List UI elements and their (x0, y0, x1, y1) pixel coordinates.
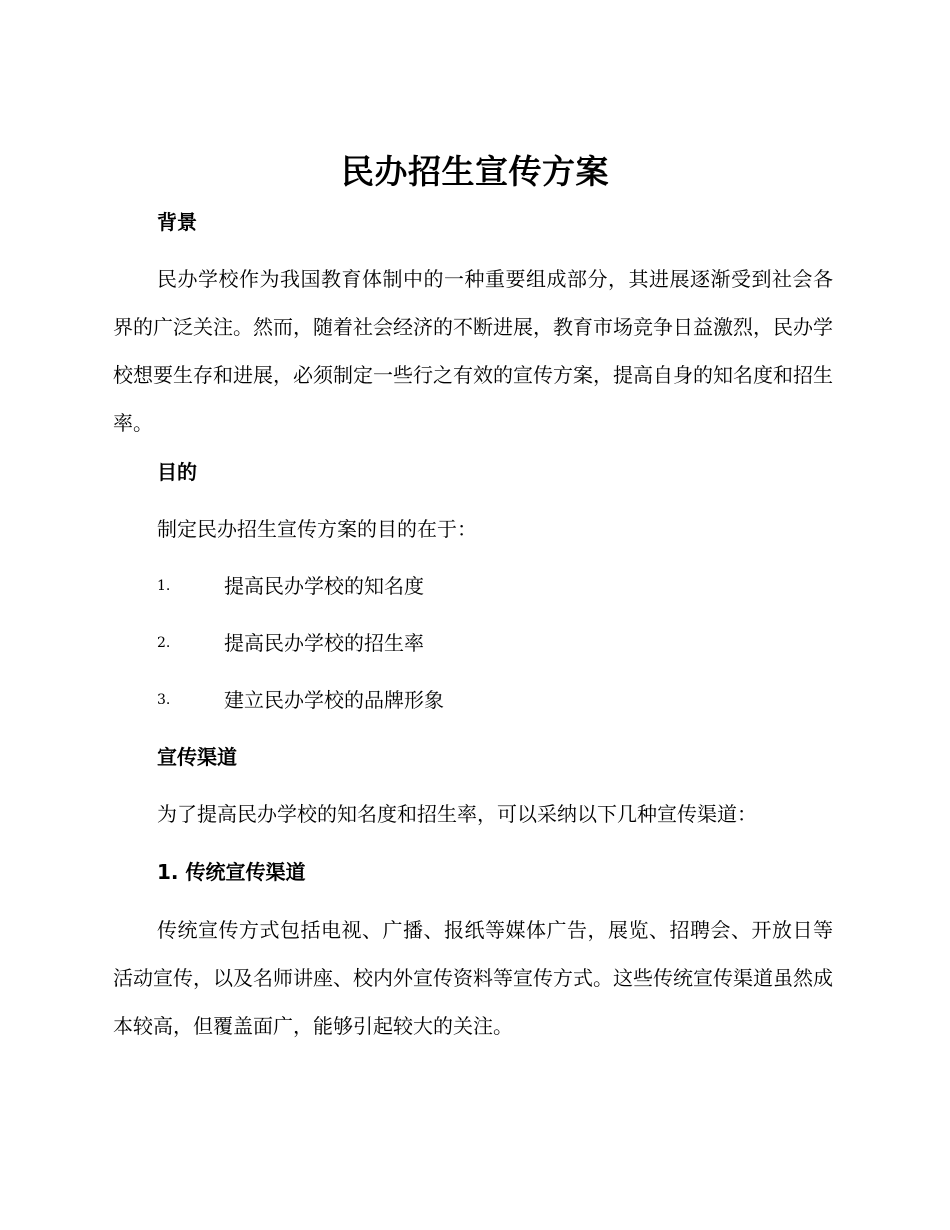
traditional-paragraph: 传统宣传方式包括电视、广播、报纸等媒体广告，展览、招聘会、开放日等活动宣传，以及名师讲座、校内外宣传资料等宣传方式。这些传统宣传渠道虽然成本较高，但覆盖面广，能够引起较大的关注。 (113, 918, 833, 1038)
channels-intro: 为了提高民办学校的知名度和招生率，可以采纳以下几种宣传渠道： (157, 802, 757, 826)
list-item-number: 3. (157, 692, 171, 708)
subsection-heading-traditional: 1. 传统宣传渠道 (157, 860, 306, 884)
section-heading-background: 背景 (157, 210, 197, 234)
document-title: 民办招生宣传方案 (341, 152, 609, 191)
list-item-text: 提高民办学校的招生率 (224, 631, 424, 655)
section-heading-channels: 宣传渠道 (157, 745, 237, 769)
list-item-number: 2. (157, 635, 171, 651)
section-heading-purpose: 目的 (157, 460, 197, 484)
background-paragraph: 民办学校作为我国教育体制中的一种重要组成部分，其进展逐渐受到社会各界的广泛关注。然而，随着社会经济的不断进展，教育市场竞争日益激烈，民办学校想要生存和进展，必须制定一些行之有效的宣传方案，提高自身的知名度和招生率。 (113, 267, 833, 435)
list-item-number: 1. (157, 578, 171, 594)
list-item-text: 提高民办学校的知名度 (224, 574, 424, 598)
list-item-text: 建立民办学校的品牌形象 (224, 688, 444, 712)
purpose-intro: 制定民办招生宣传方案的目的在于： (157, 517, 477, 541)
